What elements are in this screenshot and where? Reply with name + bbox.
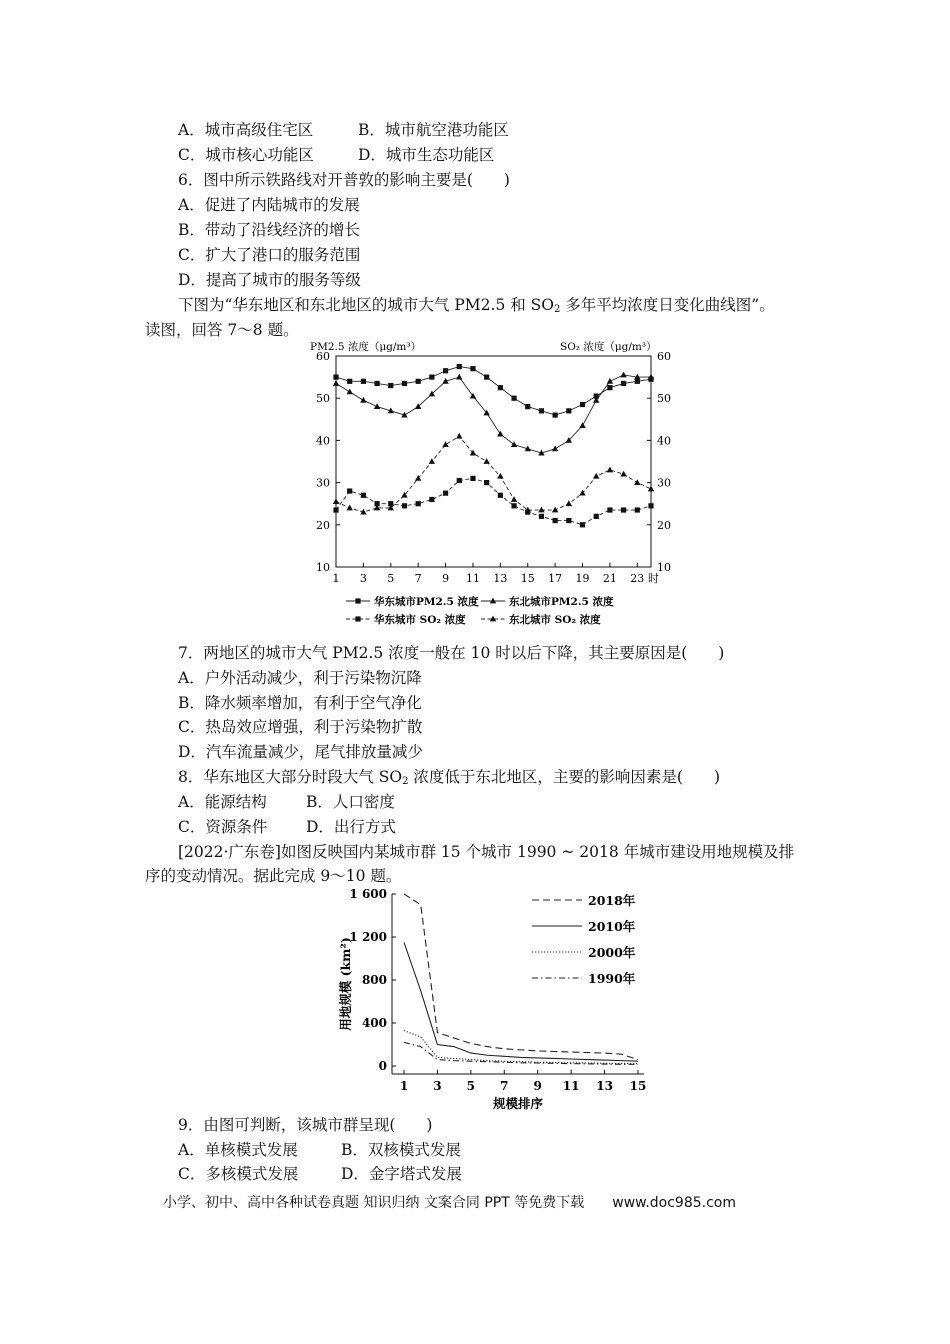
data-point (511, 496, 517, 502)
data-point (580, 522, 585, 527)
series-1 (333, 364, 653, 418)
data-point (416, 379, 421, 384)
q8-option-a: A．能源结构 (178, 793, 267, 811)
data-point (388, 383, 393, 388)
data-point (511, 503, 516, 508)
x-tick-label: 15 (520, 572, 535, 585)
right-axis-label: SO₂ 浓度（μg/m³） (560, 341, 657, 353)
y-tick-label-right: 40 (657, 434, 671, 448)
data-point (374, 403, 380, 409)
data-point (620, 372, 626, 378)
left-axis-label: PM2.5 浓度（μg/m³） (310, 341, 422, 353)
legend-label: 1990年 (588, 971, 636, 986)
data-point (539, 408, 544, 413)
data-point (553, 412, 558, 417)
y-tick-label: 400 (361, 1016, 387, 1030)
x-tick-label: 9 (533, 1079, 542, 1093)
legend-marker (355, 598, 360, 603)
data-point (525, 507, 531, 513)
data-point (360, 397, 366, 403)
series-line-1990年 (404, 1042, 638, 1064)
y-tick-label: 800 (361, 973, 387, 987)
y-tick-label-right: 30 (657, 476, 671, 490)
data-point (346, 505, 352, 511)
q8-option-b: B．人口密度 (306, 793, 395, 811)
data-point (416, 501, 421, 506)
data-point (456, 433, 462, 439)
x-tick-label: 21 (602, 572, 617, 585)
intro2-line2: 序的变动情况。据此完成 9～10 题。 (145, 867, 402, 885)
data-point (361, 379, 366, 384)
y-tick-label: 50 (316, 392, 330, 406)
x-axis-label: 规模排序 (492, 1096, 544, 1111)
data-point (566, 500, 572, 506)
q9-option-c: C．多核模式发展 (178, 1165, 299, 1183)
data-point (333, 498, 339, 504)
q5-option-b: B．城市航空港功能区 (358, 121, 509, 139)
data-point (333, 375, 338, 380)
series-line (336, 375, 651, 453)
data-point (483, 458, 489, 464)
q9-options-row1 (178, 1140, 461, 1160)
q9-stem: 9．由图可判断，该城市群呈现( ) (178, 1116, 433, 1134)
data-point (593, 473, 599, 479)
data-point (552, 445, 558, 451)
x-tick-label: 3 (359, 572, 367, 585)
x-tick-label: 9 (442, 572, 450, 585)
q5-options-row2 (178, 145, 494, 165)
legend-label: 东北城市PM2.5 浓度 (509, 596, 614, 608)
x-tick-label: 13 (596, 1079, 613, 1093)
q7-option-b: B．降水频率增加，有利于空气净化 (178, 694, 422, 712)
intro2-line1: [2022·广东卷]如图反映国内某城市群 15 个城市 1990 ~ 2018 年城市建设用地规模及排 (178, 843, 795, 861)
data-point (498, 493, 503, 498)
intro1-line2: 读图，回答 7～8 题。 (145, 321, 299, 339)
q5-options-row1 (178, 120, 509, 140)
data-point (429, 497, 434, 502)
q8-option-d: D．出行方式 (306, 818, 396, 836)
y-tick-label: 1 200 (349, 930, 387, 944)
data-point (579, 422, 585, 428)
q9-option-a: A．单核模式发展 (178, 1141, 298, 1159)
y-tick-label: 1 600 (349, 887, 387, 901)
data-point (620, 471, 626, 477)
x-tick-label: 3 (433, 1079, 442, 1093)
q8-options-row1 (178, 792, 395, 812)
intro1-line1: 下图为“华东地区和东北地区的城市大气 PM2.5 和 $SO_2$ 多年平均浓度日变化曲线图”。 (178, 296, 775, 315)
data-point (442, 441, 448, 447)
data-point (566, 408, 571, 413)
series-3 (333, 476, 653, 528)
data-point (566, 518, 571, 523)
q5-option-c: C．城市核心功能区 (178, 146, 314, 164)
footer-text: 小学、初中、高中各种试卷真题 知识归纳 文案合同 PPT 等免费下载 (163, 1195, 585, 1211)
legend-label: 东北城市 SO₂ 浓度 (509, 614, 601, 626)
legend-label: 华东城市PM2.5 浓度 (374, 596, 479, 608)
data-point (457, 364, 462, 369)
x-tick-label: 7 (414, 572, 422, 585)
q7-option-c: C．热岛效应增强，利于污染物扩散 (178, 718, 423, 736)
x-tick-label: 19 (575, 572, 590, 585)
q9-options-row2 (178, 1164, 462, 1184)
data-point (511, 396, 516, 401)
series-line-2000年 (404, 1031, 638, 1064)
series-line (336, 478, 651, 524)
data-point (456, 374, 462, 380)
y-tick-label: 40 (316, 434, 330, 448)
y-tick-label-right: 10 (657, 561, 671, 574)
data-point (457, 478, 462, 483)
x-tick-label: 15 (629, 1079, 647, 1093)
data-point (552, 507, 558, 513)
x-tick-label: 17 (548, 572, 563, 585)
data-point (347, 488, 352, 493)
x-tick-label: 23 (630, 572, 645, 585)
urban-land-scale-chart (332, 884, 652, 1134)
series-line (336, 436, 651, 512)
series-4 (333, 433, 654, 515)
data-point (579, 490, 585, 496)
q6-option-d: D．提高了城市的服务等级 (178, 271, 361, 289)
data-point (470, 366, 475, 371)
data-point (443, 368, 448, 373)
y-tick-label: 0 (378, 1059, 387, 1073)
data-point (607, 467, 613, 473)
data-point (511, 441, 517, 447)
x-tick-label: 5 (466, 1079, 476, 1093)
data-point (539, 514, 544, 519)
data-point (648, 486, 654, 492)
data-point (621, 507, 626, 512)
data-point (621, 381, 626, 386)
legend-label: 华东城市 SO₂ 浓度 (374, 614, 466, 626)
y-axis-label: 用地规模 (km²) (338, 937, 353, 1031)
data-point (402, 503, 407, 508)
data-point (333, 380, 339, 386)
q6-stem: 6．图中所示铁路线对开普敦的影响主要是( ) (178, 171, 510, 189)
x-tick-label: 1 (399, 1079, 409, 1093)
data-point (607, 378, 613, 384)
y-tick-label: 30 (316, 476, 330, 490)
data-point (443, 491, 448, 496)
data-point (484, 375, 489, 380)
plot-frame (336, 356, 651, 567)
y-tick-label: 10 (316, 561, 330, 574)
data-point (607, 507, 612, 512)
data-point (429, 458, 435, 464)
x-unit-label: 时 (648, 572, 659, 585)
legend-marker (490, 598, 496, 604)
q7-option-d: D．汽车流量减少，尾气排放量减少 (178, 743, 423, 761)
data-point (374, 381, 379, 386)
x-tick-label: 13 (493, 572, 508, 585)
series-line-2010年 (404, 942, 638, 1061)
y-tick-label-right: 20 (657, 518, 671, 532)
footer-link[interactable]: www.doc985.com (612, 1195, 736, 1211)
q8-option-c: C．资源条件 (178, 818, 268, 836)
series-line (336, 367, 651, 416)
q7-stem: 7．两地区的城市大气 PM2.5 浓度一般在 10 时以后下降，其主要原因是( ) (178, 644, 725, 662)
data-point (648, 503, 653, 508)
q7-option-a: A．户外活动减少，利于污染物沉降 (178, 669, 422, 687)
y-tick-label-right: 50 (657, 392, 671, 406)
y-tick-label: 20 (316, 518, 330, 532)
data-point (347, 379, 352, 384)
legend-label: 2000年 (588, 945, 636, 960)
data-point (402, 381, 407, 386)
q5-option-a: A．城市高级住宅区 (178, 121, 314, 139)
data-point (484, 480, 489, 485)
q9-option-d: D．金字塔式发展 (341, 1165, 462, 1183)
data-point (553, 518, 558, 523)
x-tick-label: 11 (562, 1079, 580, 1093)
data-point (361, 493, 366, 498)
data-point (594, 514, 599, 519)
data-point (634, 479, 640, 485)
y-tick-label: 60 (316, 350, 330, 363)
data-point (648, 374, 654, 380)
footer (163, 1192, 736, 1212)
data-point (525, 404, 530, 409)
q6-option-c: C．扩大了港口的服务范围 (178, 246, 361, 264)
data-point (498, 385, 503, 390)
data-point (580, 402, 585, 407)
y-tick-label-right: 60 (657, 350, 671, 363)
pm25-so2-daily-chart (300, 338, 700, 638)
x-tick-label: 11 (465, 572, 480, 585)
q8-options-row2 (178, 817, 396, 837)
x-tick-label: 5 (387, 572, 395, 585)
x-tick-label: 7 (500, 1079, 509, 1093)
legend-label: 2018年 (588, 893, 636, 908)
data-point (607, 385, 612, 390)
q5-option-d: D．城市生态功能区 (358, 146, 495, 164)
q8-stem: 8．华东地区大部分时段大气 $SO_2$ 浓度低于东北地区，主要的影响因素是( ) (178, 768, 721, 787)
q6-option-b: B．带动了沿线经济的增长 (178, 221, 360, 239)
q6-option-a: A．促进了内陆城市的发展 (178, 196, 360, 214)
legend-marker (355, 616, 360, 621)
data-point (470, 476, 475, 481)
q9-option-b: B．双核模式发展 (341, 1141, 461, 1159)
data-point (497, 431, 503, 437)
data-point (346, 388, 352, 394)
x-tick-label: 1 (332, 572, 340, 585)
data-point (429, 375, 434, 380)
legend-label: 2010年 (588, 919, 636, 934)
data-point (333, 507, 338, 512)
data-point (635, 507, 640, 512)
legend-marker (490, 616, 496, 622)
data-point (538, 507, 544, 513)
